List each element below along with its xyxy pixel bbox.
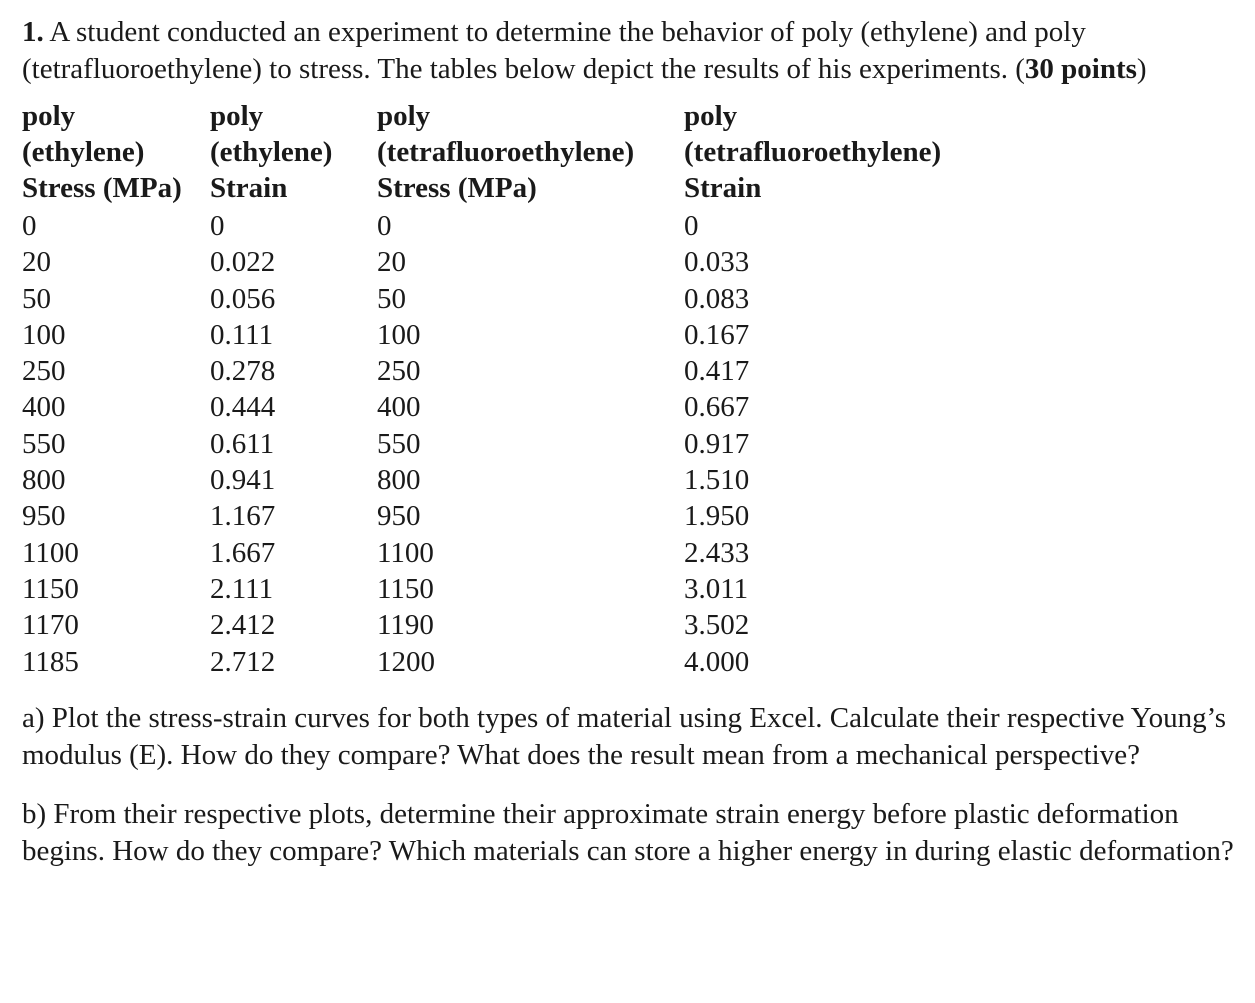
table-cell: 20 <box>377 246 406 279</box>
table-cell: 0.111 <box>210 318 274 351</box>
table-cell: 100 <box>22 318 66 351</box>
question-close: ) <box>1136 53 1147 85</box>
table-cell: 2.433 <box>684 536 750 569</box>
table-row <box>22 607 984 643</box>
table-cell: 1150 <box>22 572 79 605</box>
table-cell: 1.510 <box>684 464 750 497</box>
table-cell: 50 <box>22 282 51 315</box>
table-row <box>22 353 984 389</box>
table-cell: 100 <box>377 318 421 351</box>
table-cell: 1190 <box>377 609 434 642</box>
table-cell: 0.917 <box>684 427 750 460</box>
table-cell: 1.167 <box>210 500 276 533</box>
table-cell: 950 <box>377 500 421 533</box>
table-cell: 0.444 <box>210 391 276 424</box>
table-cell: 0 <box>22 210 37 242</box>
question-text: A student conducted an experiment to determine the behavior of poly (ethylene) and poly (tetrafluoroethylene) to stress. The tables below depict the results of his experiments. ( <box>22 16 1086 85</box>
table-cell: 1100 <box>377 536 434 569</box>
header-pe-strain: poly (ethylene) Strain <box>210 100 333 204</box>
header-ptfe-stress: poly (tetrafluoroethylene) Stress (MPa) <box>377 100 635 204</box>
table-cell: 1.950 <box>684 500 750 533</box>
table-cell: 0.022 <box>210 246 276 279</box>
table-cell: 250 <box>377 355 421 388</box>
table-cell: 0.941 <box>210 464 276 497</box>
table-cell: 400 <box>22 391 66 424</box>
table-row <box>22 535 984 571</box>
table-cell: 1170 <box>22 609 79 642</box>
table-cell: 400 <box>377 391 421 424</box>
table-cell: 0 <box>210 210 225 242</box>
part-b-question: b) From their respective plots, determine their approximate strain energy before plastic deformation begins. How do they compare? Which materials can store a higher energy in during elastic deformation? <box>22 797 1234 867</box>
header-ptfe-strain: poly (tetrafluoroethylene) Strain <box>684 100 942 204</box>
part-a-question: a) Plot the stress-strain curves for both types of material using Excel. Calculate their respective Young’s modulus (E). How do they compare? What does the result mean from a mechanical perspective? <box>22 701 1227 771</box>
table-row <box>22 389 984 425</box>
table-cell: 1200 <box>377 645 435 678</box>
table-row <box>22 206 984 244</box>
table-row <box>22 426 984 462</box>
question-statement <box>22 14 1247 88</box>
table-cell: 2.412 <box>210 609 276 642</box>
table-row <box>22 644 984 680</box>
table-cell: 550 <box>22 427 66 460</box>
table-row <box>22 498 984 534</box>
table-cell: 4.000 <box>684 645 750 678</box>
table-cell: 250 <box>22 355 66 388</box>
table-cell: 0.083 <box>684 282 750 315</box>
header-pe-stress: poly (ethylene) Stress (MPa) <box>22 100 182 204</box>
table-row <box>22 244 984 280</box>
table-cell: 2.712 <box>210 645 276 678</box>
table-cell: 0.278 <box>210 355 276 388</box>
table-cell: 3.502 <box>684 609 750 642</box>
table-cell: 3.011 <box>684 572 749 605</box>
document-page <box>22 14 1247 870</box>
table-cell: 1.667 <box>210 536 276 569</box>
table-cell: 800 <box>22 464 66 497</box>
table-cell: 950 <box>22 500 66 533</box>
table-cell: 0.417 <box>684 355 750 388</box>
table-row <box>22 571 984 607</box>
table-cell: 0.167 <box>684 318 750 351</box>
question-number: 1. <box>22 16 44 48</box>
table-row <box>22 317 984 353</box>
table-cell: 50 <box>377 282 406 315</box>
results-table <box>22 98 984 680</box>
table-header-row <box>22 98 984 206</box>
table-body <box>22 206 984 680</box>
question-points: 30 points <box>1024 53 1137 85</box>
table-row <box>22 462 984 498</box>
table-cell: 1150 <box>377 572 434 605</box>
table-cell: 550 <box>377 427 421 460</box>
table-row <box>22 281 984 317</box>
table-cell: 2.111 <box>210 572 274 605</box>
table-cell: 20 <box>22 246 51 279</box>
table-cell: 0.667 <box>684 391 750 424</box>
table-cell: 0 <box>377 210 392 242</box>
table-cell: 0.611 <box>210 427 275 460</box>
table-cell: 1100 <box>22 536 79 569</box>
table-cell: 800 <box>377 464 421 497</box>
table-cell: 1185 <box>22 645 79 678</box>
table-cell: 0.056 <box>210 282 276 315</box>
table-cell: 0.033 <box>684 246 750 279</box>
table-cell: 0 <box>684 210 699 242</box>
